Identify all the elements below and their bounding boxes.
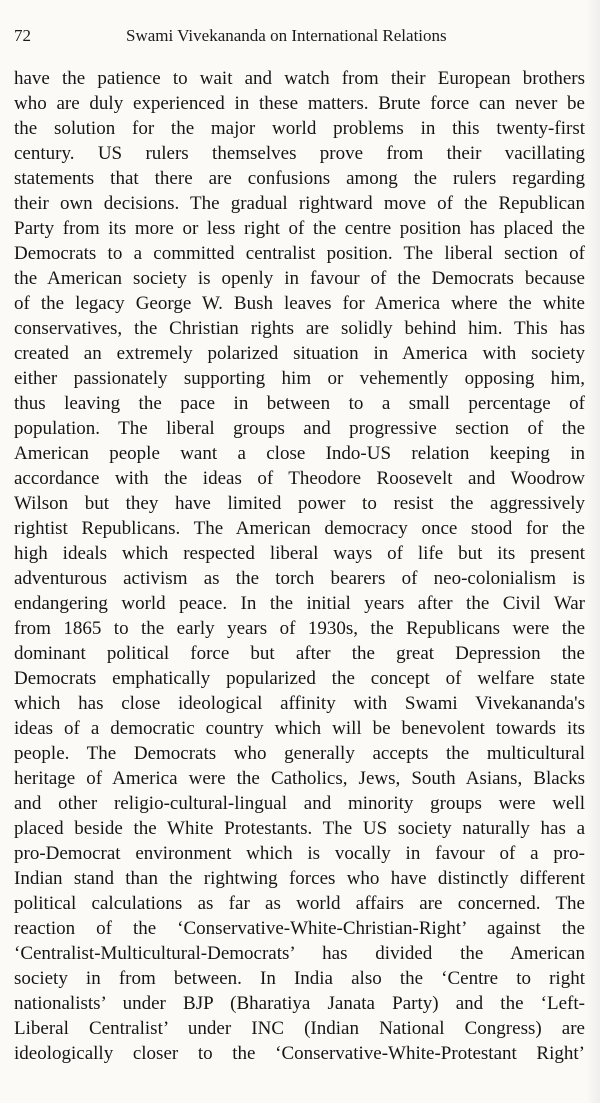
text-line: which has close ideological affinity with Swami Vivekananda's — [14, 693, 585, 714]
text-line: adventurous activism as the torch bearers of neo-colonialism is — [14, 568, 585, 589]
text-line: political calculations as far as world affairs are concerned. The — [14, 893, 585, 914]
text-line: either passionately supporting him or vehemently opposing him, — [14, 368, 585, 389]
text-line: society in from between. In India also the ‘Centre to right — [14, 968, 585, 989]
text-line: people. The Democrats who generally accepts the multicultural — [14, 743, 585, 764]
text-line: century. US rulers themselves prove from their vacillating — [14, 143, 585, 164]
text-line: and other religio-cultural-lingual and minority groups were well — [14, 793, 585, 814]
text-line: reaction of the ‘Conservative-White-Christian-Right’ against the — [14, 918, 585, 939]
text-line: Democrats emphatically popularized the concept of welfare state — [14, 668, 585, 689]
text-line: nationalists’ under BJP (Bharatiya Janata Party) and the ‘Left- — [14, 993, 585, 1014]
text-line: rightist Republicans. The American democracy once stood for the — [14, 518, 585, 539]
text-line: who are duly experienced in these matters. Brute force can never be — [14, 93, 585, 114]
text-line: their own decisions. The gradual rightward move of the Republican — [14, 193, 585, 214]
text-line: the solution for the major world problems in this twenty-first — [14, 118, 585, 139]
text-line: American people want a close Indo-US relation keeping in — [14, 443, 585, 464]
text-line: high ideals which respected liberal ways of life but its present — [14, 543, 585, 564]
text-line: have the patience to wait and watch from their European brothers — [14, 68, 585, 89]
page-number: 72 — [14, 26, 31, 45]
text-line: statements that there are confusions among the rulers regarding — [14, 168, 585, 189]
text-line: Party from its more or less right of the centre position has placed the — [14, 218, 585, 239]
text-line: thus leaving the pace in between to a small percentage of — [14, 393, 585, 414]
text-line: ideas of a democratic country which will be benevolent towards its — [14, 718, 585, 739]
text-line: ideologically closer to the ‘Conservative-White-Protestant Right’ — [14, 1043, 585, 1064]
text-line: ‘Centralist-Multicultural-Democrats’ has divided the American — [14, 943, 585, 964]
text-line: Democrats to a committed centralist position. The liberal section of — [14, 243, 585, 264]
text-line: population. The liberal groups and progressive section of the — [14, 418, 585, 439]
text-line: conservatives, the Christian rights are solidly behind him. This has — [14, 318, 585, 339]
page-header — [14, 26, 586, 52]
text-line: dominant political force but after the great Depression the — [14, 643, 585, 664]
text-line: endangering world peace. In the initial years after the Civil War — [14, 593, 585, 614]
text-line: the American society is openly in favour of the Democrats because — [14, 268, 585, 289]
text-line: created an extremely polarized situation in America with society — [14, 343, 585, 364]
text-line: Liberal Centralist’ under INC (Indian National Congress) are — [14, 1018, 585, 1039]
running-title: Swami Vivekananda on International Relations — [126, 26, 447, 45]
text-line: of the legacy George W. Bush leaves for America where the white — [14, 293, 585, 314]
text-line: Wilson but they have limited power to resist the aggressively — [14, 493, 585, 514]
text-line: placed beside the White Protestants. The US society naturally has a — [14, 818, 585, 839]
text-line: heritage of America were the Catholics, Jews, South Asians, Blacks — [14, 768, 585, 789]
text-line: accordance with the ideas of Theodore Roosevelt and Woodrow — [14, 468, 585, 489]
text-line: Indian stand than the rightwing forces who have distinctly different — [14, 868, 585, 889]
text-line: from 1865 to the early years of 1930s, the Republicans were the — [14, 618, 585, 639]
body-text — [14, 66, 585, 1066]
text-line: pro-Democrat environment which is vocally in favour of a pro- — [14, 843, 585, 864]
